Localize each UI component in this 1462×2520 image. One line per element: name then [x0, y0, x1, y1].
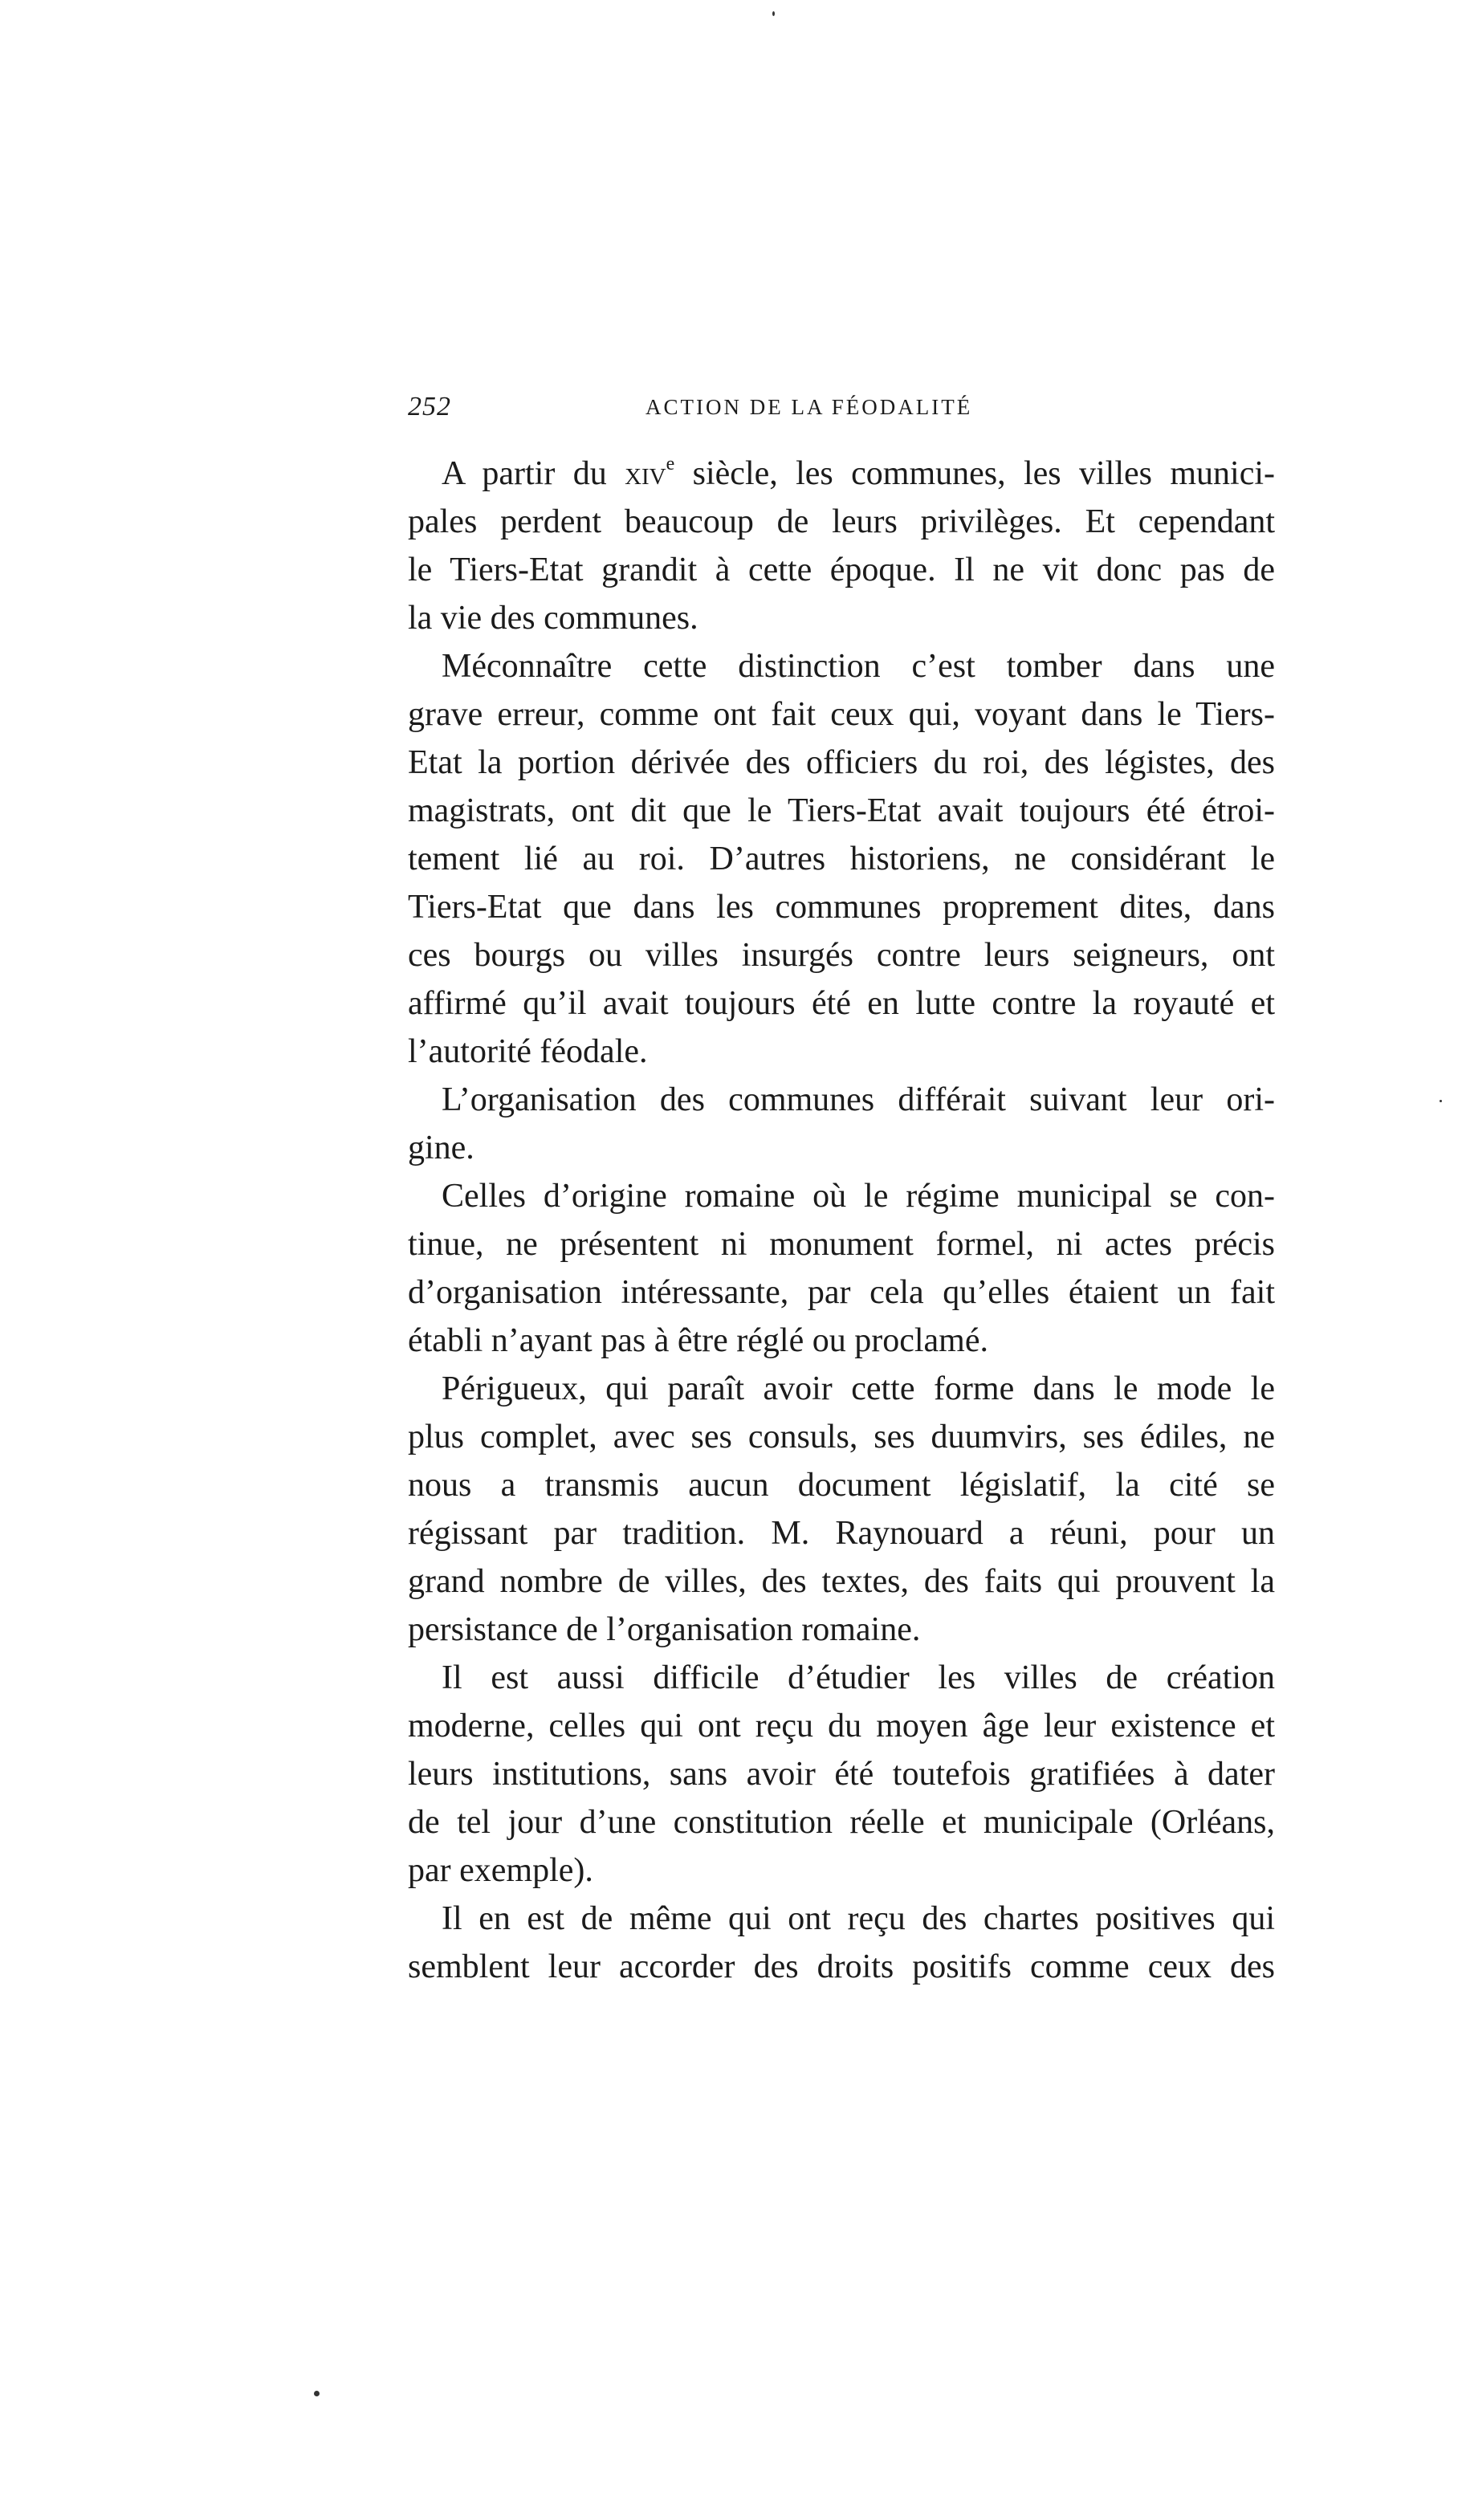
text-line: persistance de l’organisation romaine. — [408, 1611, 921, 1648]
text-line: Méconnaître cette distinction c’est tomber dans une — [442, 648, 1275, 685]
body-text — [408, 450, 1275, 1991]
text-line: Il en est de même qui ont reçu des chartes positives qui — [442, 1900, 1275, 1937]
text-line: par exemple). — [408, 1852, 593, 1889]
text-line: de tel jour d’une constitution réelle et municipale (Orléans, — [408, 1804, 1275, 1841]
text-line: affirmé qu’il avait toujours été en lutte contre la royauté et — [408, 985, 1275, 1022]
text-line: magistrats, ont dit que le Tiers-Etat avait toujours été étroi- — [408, 792, 1275, 829]
running-title: ACTION DE LA FÉODALITÉ — [645, 395, 973, 419]
text-fragment: A partir du — [442, 455, 625, 492]
text-line: L’organisation des communes différait suivant leur ori- — [442, 1081, 1275, 1118]
text-line: établi n’ayant pas à être réglé ou proclamé. — [408, 1322, 988, 1359]
text-line: moderne, celles qui ont reçu du moyen âge leur existence et — [408, 1708, 1275, 1744]
text-line: Il est aussi difficile d’étudier les villes de création — [442, 1659, 1275, 1696]
text-line: Celles d’origine romaine où le régime municipal se con- — [442, 1178, 1275, 1215]
text-line: régissant par tradition. M. Raynouard a réuni, pour un — [408, 1515, 1275, 1552]
text-line: Périgueux, qui paraît avoir cette forme dans le mode le — [442, 1370, 1275, 1407]
print-speck — [1440, 1100, 1442, 1102]
text-line: d’organisation intéressante, par cela qu’elles étaient un fait — [408, 1274, 1275, 1311]
page-number: 252 — [408, 392, 451, 421]
text-line: pales perdent beaucoup de leurs privilèges. Et cependant — [408, 503, 1275, 540]
text-line: tinue, ne présentent ni monument formel, ni actes précis — [408, 1226, 1275, 1263]
text-line: leurs institutions, sans avoir été toutefois gratifiées à dater — [408, 1756, 1275, 1793]
century-numeral: xiv — [625, 455, 666, 492]
superscript: e — [666, 454, 675, 474]
text-line: grave erreur, comme ont fait ceux qui, voyant dans le Tiers- — [408, 696, 1275, 733]
text-line: le Tiers-Etat grandit à cette époque. Il ne vit donc pas de — [408, 552, 1275, 588]
text-line: la vie des communes. — [408, 600, 698, 637]
print-speck — [772, 11, 775, 16]
text-line: gine. — [408, 1130, 474, 1166]
text-line: grand nombre de villes, des textes, des faits qui prouvent la — [408, 1563, 1275, 1600]
text-line: tement lié au roi. D’autres historiens, ne considérant le — [408, 841, 1275, 877]
text-line — [408, 450, 1275, 498]
text-line: nous a transmis aucun document législatif, la cité se — [408, 1467, 1275, 1504]
running-head — [408, 392, 1275, 437]
text-line: l’autorité féodale. — [408, 1033, 648, 1070]
text-line: semblent leur accorder des droits positifs comme ceux des — [408, 1948, 1275, 1985]
print-speck — [314, 2391, 320, 2396]
text-line: ces bourgs ou villes insurgés contre leurs seigneurs, ont — [408, 937, 1275, 974]
text-fragment: siècle, les communes, les villes munici- — [674, 455, 1276, 492]
text-line: Etat la portion dérivée des officiers du roi, des légistes, des — [408, 744, 1275, 781]
text-line: Tiers-Etat que dans les communes proprement dites, dans — [408, 889, 1275, 926]
text-line: plus complet, avec ses consuls, ses duumvirs, ses édiles, ne — [408, 1419, 1275, 1455]
